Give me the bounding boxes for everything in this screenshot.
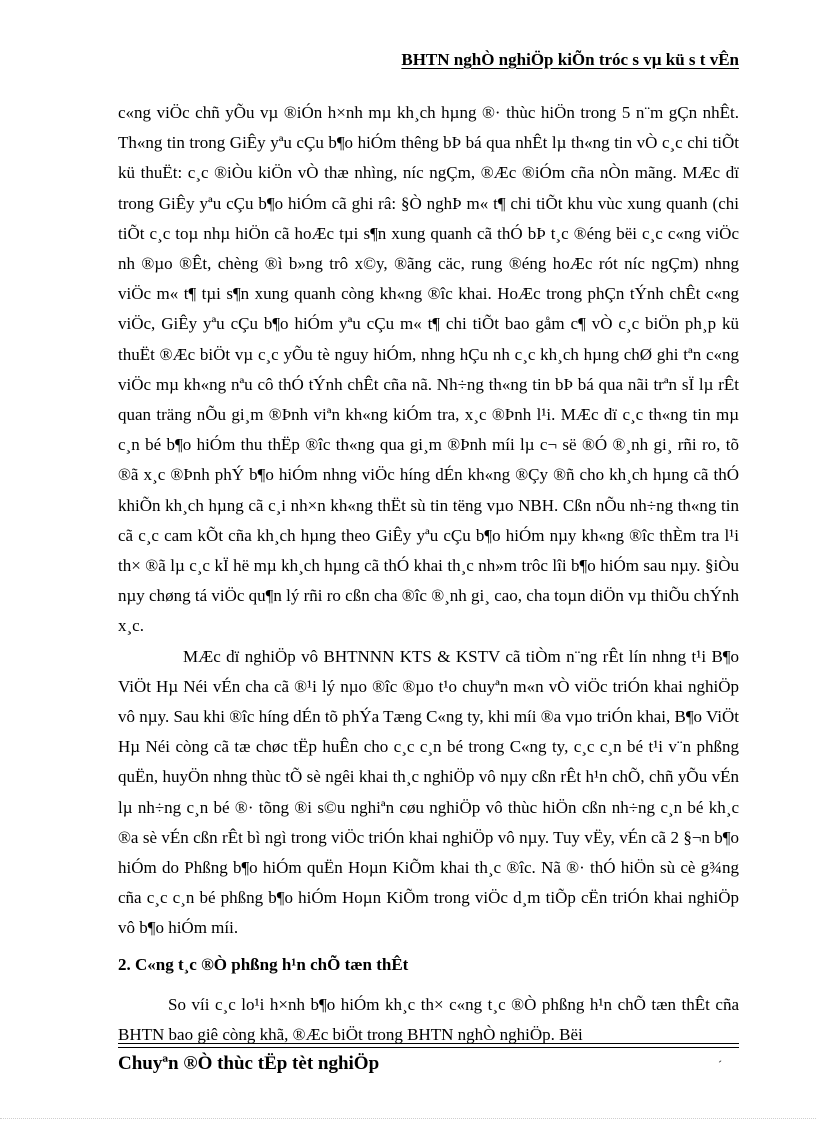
body-paragraph-1: c«ng viÖc chñ yÕu vµ ®iÓn h×nh mµ kh¸ch hµng ®· thùc hiÖn trong 5 n¨m gÇn nhÊt. Th«ng tin trong GiÊy yªu cÇu b¶o hiÓm thêng bÞ bá qua nhÊt lµ th«ng tin vÒ c¸c chi tiÕt kü thuËt: c¸c ®iÒu kiÖn vÒ thæ nhìng, níc ngÇm, ®Æc ®iÓm cña nÒn mãng. MÆc dï trong GiÊy yªu cÇu b¶o hiÓm cã ghi râ: §Ò nghÞ m« t¶ chi tiÕt khu vùc xung quanh (chi tiÕt c¸c toµ nhµ hiÖn cã hoÆc tµi s¶n xung quanh cã thÓ bÞ t¸c ®éng bëi c¸c c«ng viÖc nh ®µo ®Êt, chèng ®ì b»ng trô x©y, ®ãng cäc, rung ®éng hoÆc rót níc ngÇm) nhng viÖc m« t¶ tµi s¶n xung quanh còng kh«ng ®îc khai. HoÆc trong phÇn tÝnh chÊt c«ng viÖc, GiÊy yªu cÇu b¶o hiÓm yªu cÇu m« t¶ chi tiÕt bao gåm c¶ vÒ c¸c biÖn ph¸p kü thuËt ®Æc biÖt vµ c¸c yÕu tè nguy hiÓm, nhng hÇu nh c¸c kh¸ch hµng chØ ghi tªn c«ng viÖc mµ kh«ng nªu cô thÓ tÝnh chÊt cña nã. Nh÷ng th«ng tin bÞ bá qua nãi trªn sÏ lµ rÊt quan träng nÕu gi¸m ®Þnh viªn kh«ng kiÓm tra, x¸c ®Þnh l¹i. MÆc dï c¸c th«ng tin mµ c¸n bé b¶o hiÓm thu thËp ®îc th«ng qua gi¸m ®Þnh míi lµ c¬ së ®Ó ®¸nh gi¸ rñi ro, tõ ®ã x¸c ®Þnh phÝ b¶o hiÓm nhng viÖc híng dÉn kh«ng ®Çy ®ñ cho kh¸ch hµng cã thÓ khiÕn kh¸ch hµng cã c¸i nh×n kh«ng thËt sù tin tëng vµo NBH. Cßn nÕu nh÷ng th«ng tin cã c¸c cam kÕt cña kh¸ch hµng theo GiÊy yªu cÇu b¶o hiÓm nµy kh«ng ®îc thÈm tra l¹i th× ®ã lµ c¸c kÏ hë mµ kh¸ch hµng cã thÓ khai th¸c nh»m trôc lîi b¶o hiÓm sau nµy. §iÒu nµy chøng tá viÖc qu¶n lý rñi ro cßn cha ®îc ®¸nh gi¸ cao, cha toµn diÖn vµ thiÕu chÝnh x¸c. bbox=[118, 103, 739, 636]
page-bottom-edge bbox=[0, 1118, 816, 1119]
footer-title: Chuyªn ®Ò thùc tËp tèt nghiÖp bbox=[118, 1053, 380, 1074]
running-header-title: BHTN nghÒ nghiÖp kiÕn tróc s vµ kü s t vÊn bbox=[401, 50, 739, 69]
document-body bbox=[118, 98, 739, 1050]
section-paragraph: So víi c¸c lo¹i h×nh b¶o hiÓm kh¸c th× c«ng t¸c ®Ò phßng h¹n chÕ tæn thÊt cña BHTN bao giê còng khã, ®Æc biÖt trong BHTN nghÒ nghiÖp. Bëi bbox=[118, 994, 739, 1044]
body-paragraph-2: MÆc dï nghiÖp vô BHTNNN KTS & KSTV cã tiÒm n¨ng rÊt lín nhng t¹i B¶o ViÖt Hµ Néi vÉn cha cã ®¹i lý nµo ®îc ®µo t¹o chuyªn m«n vÒ viÖc triÓn khai nghiÖp vô nµy. Sau khi ®îc híng dÉn tõ phÝa Tæng C«ng ty, khi míi ®a vµo triÓn khai, B¶o ViÖt Hµ Néi còng cã tæ chøc tËp huÊn cho c¸c c¸n bé trong C«ng ty, c¸c c¸n bé t¹i v¨n phßng quËn, huyÖn nhng thùc tÕ sè ngêi khai th¸c nghiÖp vô nµy cßn rÊt h¹n chÕ, chñ yÕu vÉn lµ nh÷ng c¸n bé ®· tõng ®i s©u nghiªn cøu nghiÖp vô thùc hiÖn cßn nh÷ng c¸n bé kh¸c ®a sè vÉn cßn rÊt bì ngì trong viÖc triÓn khai nghiÖp vô nµy. Tuy vËy, vÉn cã 2 §¬n b¶o hiÓm do Phßng b¶o hiÓm quËn Hoµn KiÕm khai th¸c ®îc. Nã ®· thÓ hiÖn sù cè g¾ng cña c¸c c¸n bé phßng b¶o hiÓm Hoµn KiÕm trong viÖc d¸m tiÕp cËn triÓn khai nghiÖp vô b¶o hiÓm míi. bbox=[118, 646, 739, 938]
footer-double-rule bbox=[118, 1043, 739, 1048]
footer-mark: ´ bbox=[718, 1058, 722, 1072]
section-heading: 2. C«ng t¸c ®Ò phßng h¹n chÕ tæn thÊt bbox=[118, 954, 409, 974]
